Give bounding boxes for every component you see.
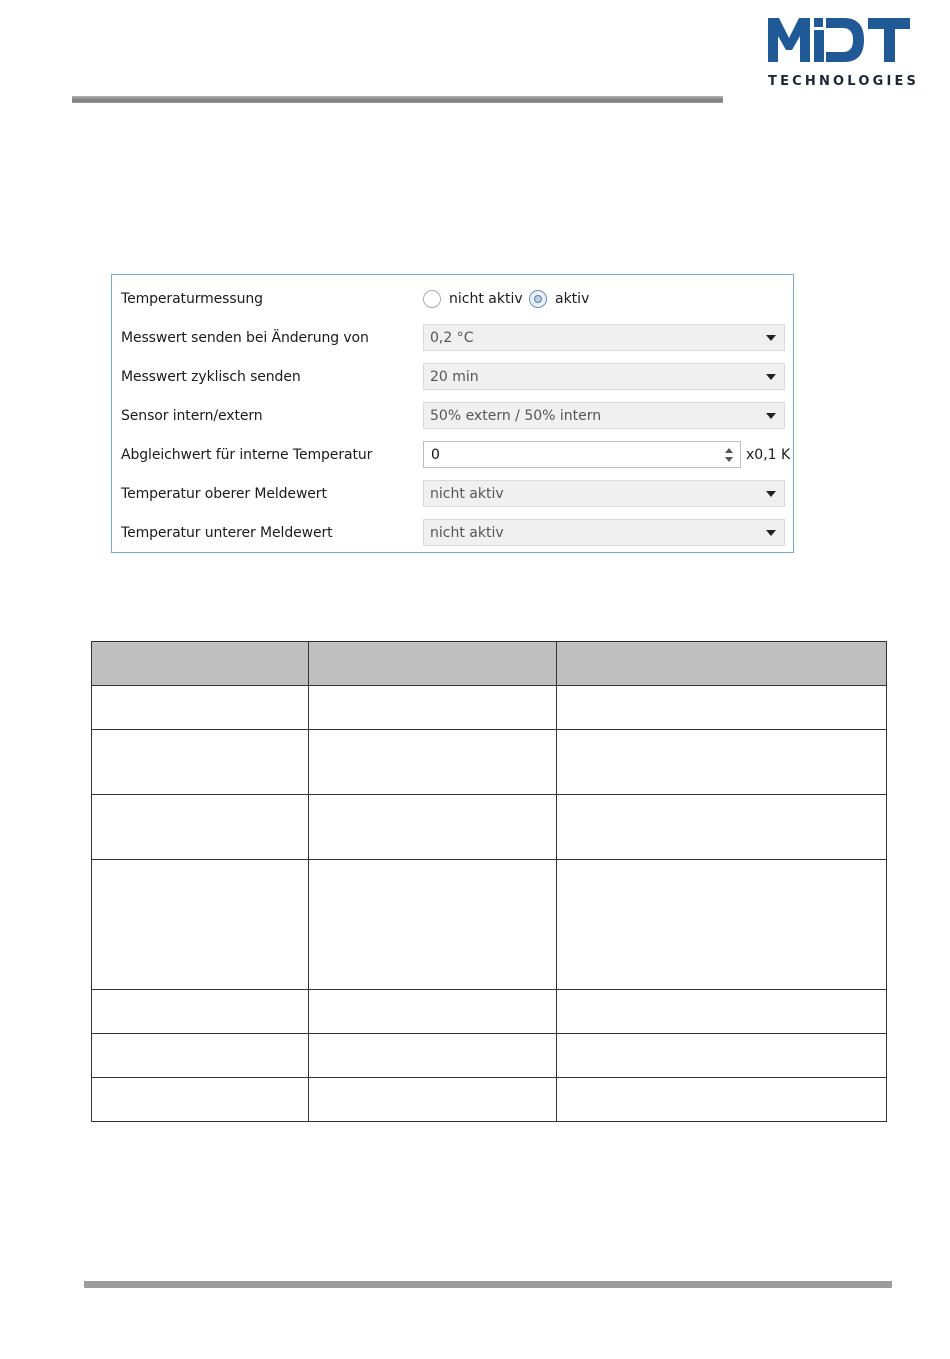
table-cell <box>556 1034 886 1078</box>
spin-up-icon[interactable] <box>725 448 733 453</box>
setting-row-messwert-zyklisch <box>112 363 793 393</box>
messwert-zyklisch-select[interactable] <box>423 363 785 390</box>
setting-label: Temperaturmessung <box>121 291 263 307</box>
setting-row-unterer-meldewert <box>112 519 793 549</box>
table-cell <box>309 730 556 795</box>
table-row <box>92 1034 887 1078</box>
footer-divider <box>84 1281 892 1288</box>
table-cell <box>556 990 886 1034</box>
table-row <box>92 860 887 990</box>
setting-row-sensor <box>112 402 793 432</box>
table-cell <box>92 860 309 990</box>
chevron-down-icon[interactable] <box>766 335 776 341</box>
radio-nicht-aktiv[interactable] <box>423 290 441 308</box>
setting-row-oberer-meldewert <box>112 480 793 510</box>
settings-panel <box>111 274 794 553</box>
table-cell <box>556 1078 886 1122</box>
spin-down-icon[interactable] <box>725 457 733 462</box>
setting-row-messwert-aenderung <box>112 324 793 354</box>
logo-subtitle: TECHNOLOGIES <box>768 74 920 89</box>
table-header-row <box>92 642 887 686</box>
table-header-cell <box>556 642 886 686</box>
table-cell <box>556 730 886 795</box>
chevron-down-icon[interactable] <box>766 374 776 380</box>
table-cell <box>309 860 556 990</box>
table-cell <box>92 990 309 1034</box>
select-value: 50% extern / 50% intern <box>430 408 602 424</box>
setting-label: Temperatur oberer Meldewert <box>121 486 327 502</box>
chevron-down-icon[interactable] <box>766 530 776 536</box>
table-cell <box>556 860 886 990</box>
table-row <box>92 730 887 795</box>
setting-label: Messwert zyklisch senden <box>121 369 301 385</box>
radio-label-nicht-aktiv[interactable]: nicht aktiv <box>449 291 523 307</box>
parameter-table <box>91 641 887 1122</box>
table-cell <box>556 686 886 730</box>
table-header-cell <box>309 642 556 686</box>
table-cell <box>92 730 309 795</box>
table-cell <box>309 990 556 1034</box>
select-value: 20 min <box>430 369 479 385</box>
setting-label: Messwert senden bei Änderung von <box>121 330 369 346</box>
unterer-meldewert-select[interactable] <box>423 519 785 546</box>
setting-label: Temperatur unterer Meldewert <box>121 525 333 541</box>
setting-label: Sensor intern/extern <box>121 408 263 424</box>
sensor-select[interactable] <box>423 402 785 429</box>
table-row <box>92 990 887 1034</box>
setting-row-temperaturmessung <box>112 285 793 315</box>
setting-label: Abgleichwert für interne Temperatur <box>121 447 373 463</box>
table-row <box>92 686 887 730</box>
table-row <box>92 1078 887 1122</box>
table-cell <box>309 1034 556 1078</box>
chevron-down-icon[interactable] <box>766 491 776 497</box>
table-header-cell <box>92 642 309 686</box>
radio-aktiv[interactable] <box>529 290 547 308</box>
select-value: nicht aktiv <box>430 525 504 541</box>
table-cell <box>309 686 556 730</box>
table-cell <box>309 795 556 860</box>
table-cell <box>92 1034 309 1078</box>
radio-label-aktiv[interactable]: aktiv <box>555 291 590 307</box>
table-cell <box>92 686 309 730</box>
input-value[interactable]: 0 <box>431 447 440 463</box>
unit-label: x0,1 K <box>746 447 791 463</box>
select-value: nicht aktiv <box>430 486 504 502</box>
header-divider <box>72 96 723 103</box>
table-cell <box>309 1078 556 1122</box>
mdt-logo-mark <box>768 16 910 62</box>
select-value: 0,2 °C <box>430 330 474 346</box>
table-cell <box>556 795 886 860</box>
table-cell <box>92 795 309 860</box>
mdt-logo <box>768 16 920 92</box>
chevron-down-icon[interactable] <box>766 413 776 419</box>
table-row <box>92 795 887 860</box>
oberer-meldewert-select[interactable] <box>423 480 785 507</box>
setting-row-abgleichwert <box>112 441 793 471</box>
abgleichwert-input[interactable] <box>423 441 741 468</box>
table-cell <box>92 1078 309 1122</box>
messwert-aenderung-select[interactable] <box>423 324 785 351</box>
